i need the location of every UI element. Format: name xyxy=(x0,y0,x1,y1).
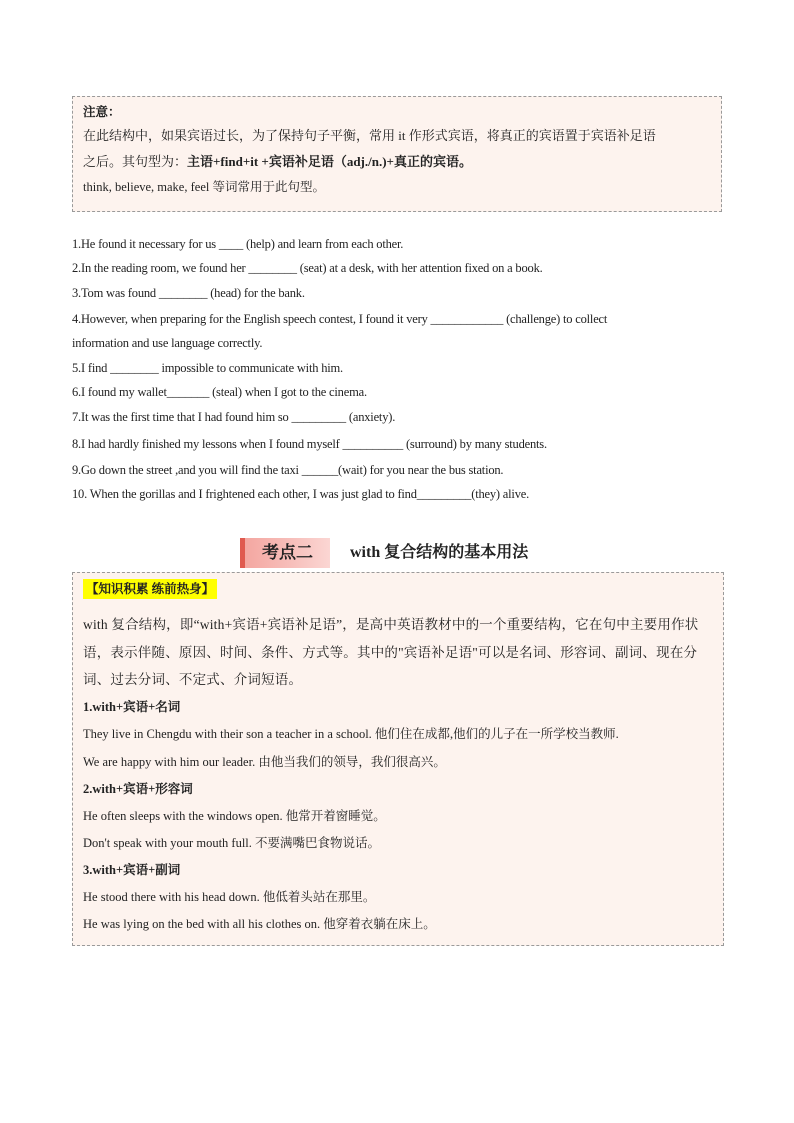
exercise-item: 10. When the gorillas and I frightened each other, I was just glad to find_________(they) alive. xyxy=(72,487,530,501)
usage-heading-3: 3.with+宾语+副词 xyxy=(83,863,181,877)
usage-heading-2: 2.with+宾语+形容词 xyxy=(83,782,193,796)
exercise-item: 1.He found it necessary for us ____ (help) and learn from each other. xyxy=(72,237,404,251)
knowledge-label: 【知识积累 练前热身】 xyxy=(83,579,217,599)
exercise-item: 3.Tom was found ________ (head) for the bank. xyxy=(72,286,305,300)
note-line-2-prefix: 之后。其句型为： xyxy=(83,154,188,169)
example-sentence: He was lying on the bed with all his clothes on. 他穿着衣躺在床上。 xyxy=(83,917,436,931)
section-header xyxy=(240,538,660,568)
intro-line-3: 词、过去分词、不定式、介词短语。 xyxy=(83,672,303,687)
exercise-item: 8.I had hardly finished my lessons when I found myself __________ (surround) by many students. xyxy=(72,437,547,451)
exercise-item: 7.It was the first time that I had found him so _________ (anxiety). xyxy=(72,410,396,424)
knowledge-box xyxy=(72,572,724,946)
exercise-item: 6.I found my wallet_______ (steal) when I got to the cinema. xyxy=(72,385,367,399)
note-title: 注意： xyxy=(83,105,121,119)
example-sentence: We are happy with him our leader. 由他当我们的领导，我们很高兴。 xyxy=(83,755,446,769)
section-title: with 复合结构的基本用法 xyxy=(350,544,529,561)
note-line-3: think, believe, make, feel 等词常用于此句型。 xyxy=(83,180,325,194)
example-sentence: He often sleeps with the windows open. 他常开着窗睡觉。 xyxy=(83,809,386,823)
exercise-item: 4.However, when preparing for the English speech contest, I found it very ____________ (challenge) to collect xyxy=(72,312,608,326)
example-sentence: They live in Chengdu with their son a teacher in a school. 他们住在成都,他们的儿子在一所学校当教师. xyxy=(83,727,619,741)
intro-line-2: 语，表示伴随、原因、时间、条件、方式等。其中的"宾语补足语"可以是名词、形容词、副词、现在分 xyxy=(83,645,698,660)
section-tag: 考点二 xyxy=(240,538,330,568)
usage-heading-1: 1.with+宾语+名词 xyxy=(83,700,181,714)
intro-line-1: with 复合结构，即“with+宾语+宾语补足语”，是高中英语教材中的一个重要结构，它在句中主要用作状 xyxy=(83,617,699,632)
exercise-item: information and use language correctly. xyxy=(72,336,263,350)
exercise-item: 5.I find ________ impossible to communicate with him. xyxy=(72,361,343,375)
example-sentence: He stood there with his head down. 他低着头站在那里。 xyxy=(83,890,376,904)
note-line-2 xyxy=(83,149,711,175)
note-pattern: 主语+find+it +宾语补足语（adj./n.)+真正的宾语。 xyxy=(187,154,472,169)
note-line-1: 在此结构中，如果宾语过长，为了保持句子平衡，常用 it 作形式宾语，将真正的宾语置于宾语补足语 xyxy=(83,128,656,143)
exercise-item: 9.Go down the street ,and you will find the taxi ______(wait) for you near the bus station. xyxy=(72,463,504,477)
exercise-item: 2.In the reading room, we found her ________ (seat) at a desk, with her attention fixed on a book. xyxy=(72,261,543,275)
note-box xyxy=(72,96,722,212)
example-sentence: Don't speak with your mouth full. 不要满嘴巴食物说话。 xyxy=(83,836,381,850)
